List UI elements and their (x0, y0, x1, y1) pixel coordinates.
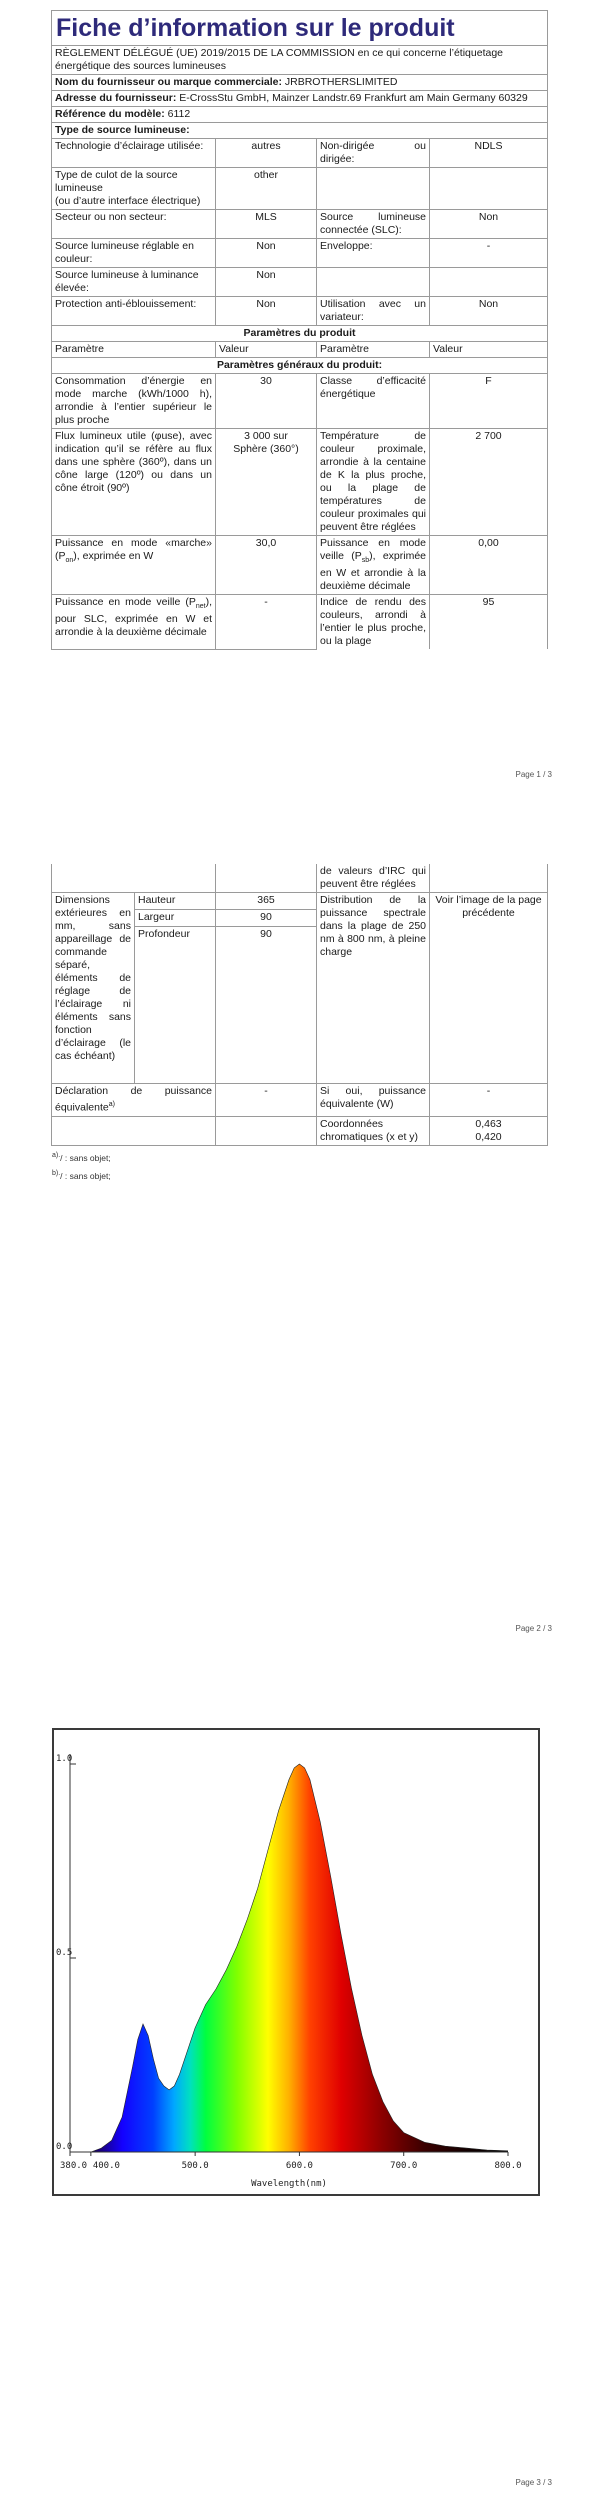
equiv-label (52, 1084, 216, 1117)
x-tick-label: 600.0 (285, 2161, 313, 2171)
empty-cell (52, 1116, 216, 1145)
empty-cell (430, 168, 548, 210)
page-title: Fiche d’information sur le produit (52, 11, 548, 46)
equiv-w-label: Si oui, puissance équivalente (W) (317, 1084, 430, 1117)
supplier-name-label: Nom du fournisseur ou marque commerciale: (55, 76, 282, 88)
supplier-address-label: Adresse du fournisseur: (55, 92, 177, 104)
colour-label: Source lumineuse réglable en couleur: (52, 239, 216, 268)
colour-value: Non (216, 239, 317, 268)
standby-value: 0,00 (430, 536, 548, 595)
page-number-3: Page 3 / 3 (515, 2478, 552, 2487)
cap-value: other (216, 168, 317, 210)
class-label: Classe d’efficacité énergétique (317, 374, 430, 429)
netstandby-label-a: Puissance en mode veille (P (55, 596, 196, 609)
y-tick-label: 0.5 (56, 1948, 73, 1958)
height-value: 365 (216, 893, 317, 910)
tech-value: autres (216, 139, 317, 168)
y-tick-label: 1.0 (56, 1754, 73, 1764)
supplier-name: JRBROTHERSLIMITED (284, 76, 398, 88)
class-value: F (430, 374, 548, 429)
glare-label: Protection anti-éblouissement: (52, 297, 216, 326)
footnote-a (52, 1152, 111, 1163)
cri-label: Indice de rendu des couleurs, arrondi à l’entier le plus proche, ou la plage (317, 595, 430, 650)
highlum-label: Source lumineuse à luminance élevée: (52, 268, 216, 297)
width-label: Largeur (135, 910, 216, 927)
nondirected-label: Non-dirigée ou dirigée: (317, 139, 430, 168)
chroma-label: Coordonnées chromatiques (x et y) (317, 1116, 430, 1145)
model-ref-row (52, 107, 548, 123)
dimensions-label: Dimensions extérieures en mm, sans appareillage de commande séparé, éléments de réglage de l’éclairage ni éléments sans fonction d’éclairage (le cas échéant) (52, 893, 135, 1084)
standby-label-sub: sb (361, 557, 370, 565)
mains-label: Secteur ou non secteur: (52, 210, 216, 239)
supplier-name-row (52, 75, 548, 91)
supplier-address-row (52, 91, 548, 107)
x-tick-label: 400.0 (92, 2161, 120, 2171)
onmode-label-b: ), exprimée en W (73, 550, 154, 562)
page-number-2: Page 2 / 3 (515, 1624, 552, 1633)
spd-label: Distribution de la puissance spectrale dans la plage de 250 nm à 800 nm, à pleine charge (317, 893, 430, 1084)
footnote-a-text: / : sans objet; (60, 1152, 111, 1163)
width-value: 90 (216, 910, 317, 927)
energy-label: Consommation d’énergie en mode marche (kWh/1000 h), arrondie à l’entier supérieur le plus proche (52, 374, 216, 429)
height-label: Hauteur (135, 893, 216, 910)
netstandby-label (52, 595, 216, 650)
dimmer-value: Non (430, 297, 548, 326)
x-tick-label: 380.0 (60, 2161, 88, 2171)
highlum-value: Non (216, 268, 317, 297)
onmode-label-sub: on (65, 557, 74, 565)
tech-label: Technologie d’éclairage utilisée: (52, 139, 216, 168)
params-heading: Paramètres du produit (52, 326, 548, 342)
x-axis-label: Wavelength(nm) (251, 2179, 327, 2189)
cct-value: 2 700 (430, 429, 548, 536)
footnote-b (52, 1170, 111, 1181)
envelope-label: Enveloppe: (317, 239, 430, 268)
spd-value: Voir l’image de la page précédente (430, 893, 548, 1084)
footnote-b-text: / : sans objet; (60, 1170, 111, 1181)
flux-value-line-1: 3 000 sur (244, 430, 288, 442)
mains-value: MLS (216, 210, 317, 239)
netstandby-label-sub: net (195, 603, 206, 611)
page-1 (0, 0, 592, 800)
page-number-1: Page 1 / 3 (515, 770, 552, 779)
glare-value: Non (216, 297, 317, 326)
cri-value: 95 (430, 595, 548, 650)
model-ref: 6112 (167, 108, 191, 120)
onmode-label (52, 536, 216, 595)
cap-label-line-2: (ou d’autre interface électrique) (55, 195, 201, 207)
x-tick-label: 800.0 (494, 2161, 522, 2171)
x-tick-label: 500.0 (181, 2161, 209, 2171)
connected-label: Source lumineuse connectée (SLC): (317, 210, 430, 239)
equiv-w-value: - (430, 1084, 548, 1117)
chroma-x: 0,463 (475, 1117, 502, 1130)
cri-label-continued: de valeurs d’IRC qui peuvent être réglées (317, 864, 430, 893)
standby-label-b: ), exprimée en W et arrondie à la deuxième décimale (320, 550, 426, 593)
footnote-b-mark: b). (52, 1170, 61, 1177)
chroma-y: 0,420 (475, 1130, 502, 1143)
energy-value: 30 (216, 374, 317, 429)
depth-label: Profondeur (135, 927, 216, 1084)
depth-value: 90 (216, 927, 317, 1084)
x-tick-label: 700.0 (390, 2161, 418, 2171)
model-ref-label: Référence du modèle: (55, 108, 165, 120)
empty-cell (216, 864, 317, 893)
cct-label: Température de couleur proximale, arrondie à la centaine de K la plus proche, ou la plage de températures de couleur proximales qui peuvent être réglées (317, 429, 430, 536)
empty-cell (52, 864, 216, 893)
equiv-value: - (216, 1084, 317, 1117)
info-table-page-2 (51, 864, 548, 1146)
flux-value-line-2: Sphère (360°) (233, 443, 299, 455)
source-type-heading: Type de source lumineuse: (52, 123, 548, 139)
empty-cell (317, 168, 430, 210)
equiv-label-text: Déclaration de puissance équivalente (55, 1085, 212, 1114)
envelope-value: - (430, 239, 548, 268)
col-header-value: Valeur (216, 342, 317, 358)
general-heading: Paramètres généraux du produit: (52, 358, 548, 374)
netstandby-value: - (216, 595, 317, 650)
col-header-param: Paramètre (317, 342, 430, 358)
nondirected-value: NDLS (430, 139, 548, 168)
flux-label: Flux lumineux utile (φuse), avec indication qu’il se réfère au flux dans une sphère (360º), dans un cône large (120º) ou dans un cône étroit (90º) (52, 429, 216, 536)
col-header-value: Valeur (430, 342, 548, 358)
empty-cell (216, 1116, 317, 1145)
y-tick-label: 0.0 (56, 2142, 73, 2152)
empty-cell (430, 864, 548, 893)
dimmer-label: Utilisation avec un variateur: (317, 297, 430, 326)
flux-value (216, 429, 317, 536)
footnote-a-mark: a). (52, 1152, 61, 1159)
netstandby-label-b: ), pour SLC, exprimée en W et arrondie à la deuxième décimale (55, 596, 212, 639)
cap-label-line-1: Type de culot de la source lumineuse (55, 169, 178, 194)
page-2 (0, 800, 592, 1640)
empty-cell (317, 268, 430, 297)
connected-value: Non (430, 210, 548, 239)
regulation-text: RÈGLEMENT DÉLÉGUÉ (UE) 2019/2015 DE LA COMMISSION en ce qui concerne l’étiquetage énergétique des sources lumineuses (52, 46, 548, 75)
col-header-param: Paramètre (52, 342, 216, 358)
onmode-value: 30,0 (216, 536, 317, 595)
standby-label-a: Puissance en mode veille (P (320, 537, 426, 562)
empty-cell (430, 268, 548, 297)
onmode-label-a: Puissance en mode «marche» (P (55, 537, 212, 562)
info-table-page-1 (51, 10, 548, 650)
page-3 (0, 1640, 592, 2510)
cap-label (52, 168, 216, 210)
equiv-label-sup: a) (108, 1101, 115, 1108)
chroma-value (430, 1116, 548, 1145)
standby-label (317, 536, 430, 595)
spectral-power-chart (52, 1728, 540, 2196)
supplier-address: E-CrossStu GmbH, Mainzer Landstr.69 Frankfurt am Main Germany 60329 (179, 92, 528, 104)
